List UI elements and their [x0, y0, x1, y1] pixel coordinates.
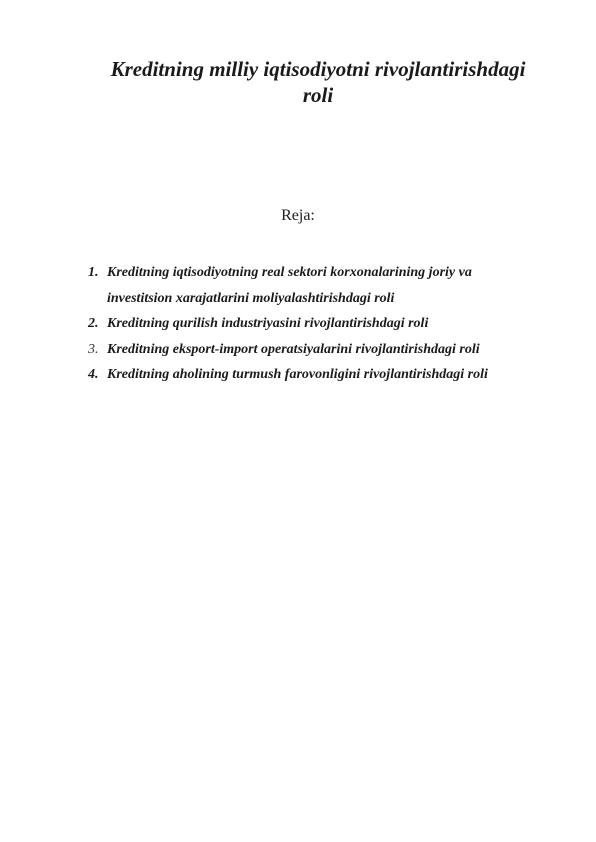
plan-item-text	[107, 311, 578, 337]
plan-item-3	[88, 337, 578, 363]
plan-heading: Reja:	[281, 207, 315, 224]
title-line-1: Kreditning milliy iqtisodiyotni rivojlantirishdagi	[110, 57, 526, 81]
plan-item-text	[107, 362, 578, 388]
plan-item-text-line-1: Kreditning qurilish industriyasini rivojlantirishdagi roli	[107, 316, 429, 331]
plan-item-text-line-2: investitsion xarajatlarini moliyalashtirishdagi roli	[107, 290, 395, 306]
plan-item-number: 2.	[88, 316, 99, 331]
plan-item-4	[88, 362, 578, 388]
plan-item-number: 3.	[88, 341, 99, 357]
plan-item-text	[107, 337, 578, 363]
plan-item-text	[107, 260, 578, 311]
plan-item-2	[88, 311, 578, 337]
plan-item-number: 4.	[88, 367, 99, 382]
title-line-2: roli	[302, 83, 334, 107]
plan-list	[88, 260, 578, 388]
document-title	[84, 56, 552, 108]
plan-item-number: 1.	[88, 265, 99, 280]
plan-item-1	[88, 260, 578, 311]
plan-item-text-line-1: Kreditning aholining turmush farovonligini rivojlantirishdagi roli	[107, 367, 488, 382]
plan-item-text-line-1: Kreditning iqtisodiyotning real sektori korxonalarining joriy va	[107, 265, 472, 280]
plan-item-text-line-1: Kreditning eksport-import operatsiyalarini rivojlantirishdagi roli	[107, 341, 480, 357]
